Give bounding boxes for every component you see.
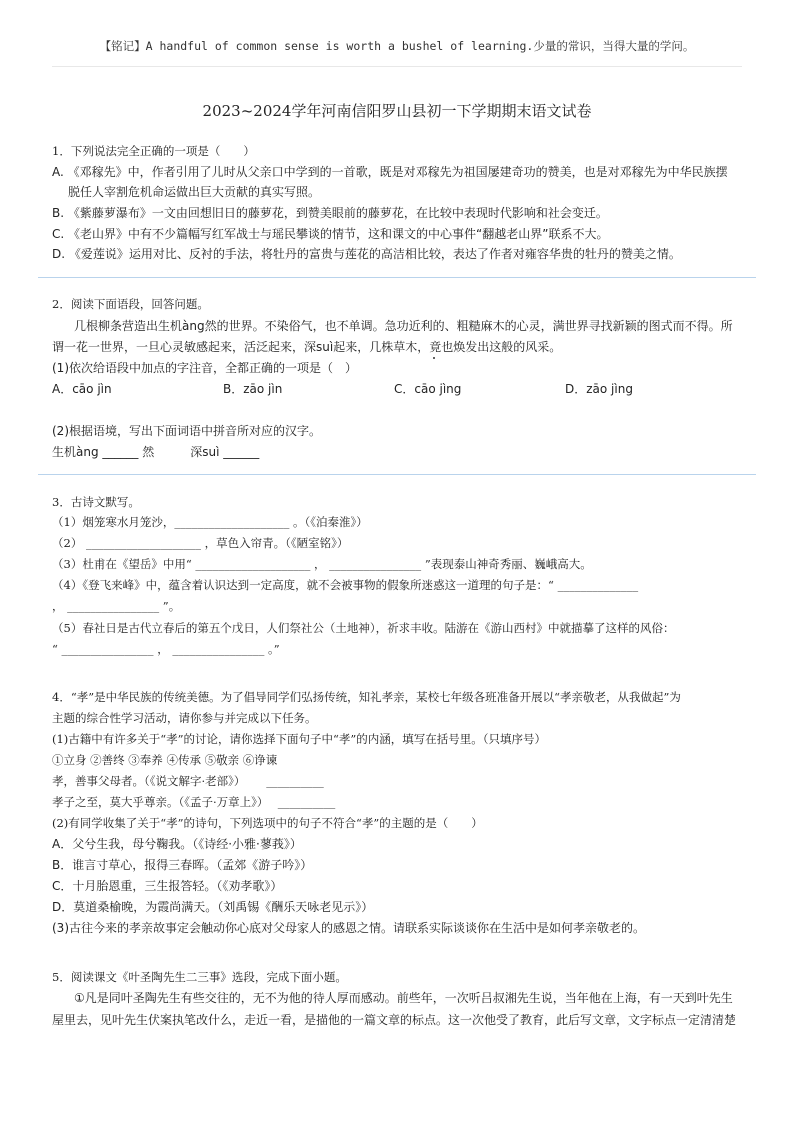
section-divider bbox=[38, 474, 756, 475]
q2-passage-line1: 几根柳条营造出生机àng然的世界。不染俗气，也不单调。急功近利的、粗糙麻木的心灵，满世界寻找新颖的图式而不得。所 bbox=[74, 319, 733, 333]
q1-option-a-cont: 脱任人宰割危机命运做出巨大贡献的真实写照。 bbox=[68, 185, 321, 199]
q4-example-1[interactable]: 孝，善事父母者。（《说文解字·老部》） __________ bbox=[52, 774, 324, 788]
page-title: 2023~2024学年河南信阳罗山县初一下学期期末语文试卷 bbox=[202, 102, 592, 120]
q3-item-3[interactable]: （3）杜甫在《望岳》中用“ ____________________ ， ________________ ”表现泰山神奇秀丽、巍峨高大。 bbox=[52, 557, 592, 571]
q3-stem: 3．古诗文默写。 bbox=[52, 495, 140, 509]
q4-sub3: (3)古往今来的孝亲故事定会触动你心底对父母家人的感恩之情。请联系实际谈谈你在生活中是如何孝亲敬老的。 bbox=[52, 921, 646, 935]
q4-example-2[interactable]: 孝子之至，莫大乎尊亲。（《孟子·万章上》） __________ bbox=[52, 795, 336, 809]
q3-item-5: （5）春社日是古代立春后的第五个戊日，人们祭社公（土地神），祈求丰收。陆游在《游山西村》中就描摹了这样的风俗： bbox=[52, 621, 675, 635]
q3-item-2[interactable]: （2） ____________________ ，草色入帘青。（《陋室铭》） bbox=[52, 536, 349, 550]
q4-option-a[interactable]: A．父兮生我，母兮鞠我。（《诗经·小雅·蓼莪》） bbox=[52, 837, 302, 851]
q4-option-b[interactable]: B．谁言寸草心，报得三春晖。（孟郊《游子吟》） bbox=[52, 858, 313, 872]
q4-stem-line1: 4．“孝”是中华民族的传统美德。为了倡导同学们弘扬传统，知礼孝亲，某校七年级各班准备开展以“孝亲敬老，从我做起”为 bbox=[52, 690, 681, 704]
q2-fill-blanks[interactable]: 生机àng ______ 然 深suì ______ bbox=[52, 445, 260, 459]
q2-sub1: (1)依次给语段中加点的字注音，全都正确的一项是（ ） bbox=[52, 361, 358, 375]
q4-stem-line2: 主题的综合性学习活动，请你参与并完成以下任务。 bbox=[52, 711, 317, 725]
q2-option-a[interactable]: A．cāo jìn bbox=[52, 382, 112, 396]
q5-passage-line2: 屋里去，见叶先生伏案执笔改什么，走近一看，是描他的一篇文章的标点。这一次他受了教育，此后写文章，文字标点一定清清楚 bbox=[52, 1013, 737, 1027]
q3-item-5-blanks[interactable]: “ ________________ ， ________________ 。” bbox=[52, 642, 280, 656]
q4-sub1: (1)古籍中有许多关于“孝”的讨论，请你选择下面句子中“孝”的内涵，填写在括号里。（只填序号） bbox=[52, 732, 547, 746]
q4-options: ①立身 ②善终 ③奉养 ④传承 ⑤敬亲 ⑥诤谏 bbox=[52, 753, 278, 767]
q1-option-c[interactable]: C. 《老山界》中有不少篇幅写红军战士与瑶民攀谈的情节，这和课文的中心事件“翻越老山界”联系不大。 bbox=[52, 227, 609, 241]
section-divider bbox=[38, 277, 756, 278]
q4-option-d[interactable]: D．莫道桑榆晚，为霞尚满天。（刘禹锡《酬乐天咏老见示》） bbox=[52, 900, 374, 914]
q5-passage-line1: ①凡是同叶圣陶先生有些交往的，无不为他的待人厚而感动。前些年，一次听吕叔湘先生说，当年他在上海，有一天到叶先生 bbox=[74, 991, 733, 1005]
motto-banner: 【铭记】A handful of common sense is worth a bushel of learning.少量的常识，当得大量的学问。 bbox=[99, 39, 695, 53]
q2-option-c[interactable]: C．cāo jìng bbox=[394, 382, 462, 396]
q1-option-a[interactable]: A. 《邓稼先》中，作者引用了儿时从父亲口中学到的一首歌，既是对邓稼先为祖国屡建奇功的赞美，也是对邓稼先为中华民族摆 bbox=[52, 165, 728, 179]
q1-stem: 1．下列说法完全正确的一项是（ ） bbox=[52, 144, 255, 158]
q2-sub2: (2)根据语境，写出下面词语中拼音所对应的汉字。 bbox=[52, 424, 321, 438]
q4-sub2: (2)有同学收集了关于“孝”的诗句，下列选项中的句子不符合“孝”的主题的是（ ） bbox=[52, 816, 483, 830]
q1-option-d[interactable]: D. 《爱莲说》运用对比、反衬的手法，将牡丹的富贵与莲花的高洁相比较，表达了作者对雍容华贵的牡丹的赞美之情。 bbox=[52, 247, 681, 261]
emphasis-dot bbox=[433, 357, 435, 359]
q5-stem: 5．阅读课文《叶圣陶先生二三事》选段，完成下面小题。 bbox=[52, 970, 347, 984]
q3-item-4[interactable]: （4）《登飞来峰》中，蕴含着认识达到一定高度，就不会被事物的假象所迷惑这一道理的句子是：“ ______________ bbox=[52, 578, 639, 592]
q2-passage-line2: 谓一花一世界，一旦心灵敏感起来，活泛起来，深suì起来，几株草木，竟也焕发出这般的风采。 bbox=[52, 340, 562, 354]
q2-option-d[interactable]: D．zāo jìng bbox=[565, 382, 633, 396]
q3-item-4-cont[interactable]: ， ________________ ”。 bbox=[52, 599, 181, 613]
q3-item-1[interactable]: （1）烟笼寒水月笼沙，____________________ 。（《泊秦淮》） bbox=[52, 515, 368, 529]
q2-option-b[interactable]: B．zāo jìn bbox=[223, 382, 283, 396]
q1-option-b[interactable]: B. 《紫藤萝瀑布》一文由回想旧日的藤萝花，到赞美眼前的藤萝花，在比较中表现时代影响和社会变迁。 bbox=[52, 206, 608, 220]
header-divider bbox=[52, 66, 742, 67]
q4-option-c[interactable]: C．十月胎恩重，三生报答轻。（《劝孝歌》） bbox=[52, 879, 283, 893]
q2-stem: 2．阅读下面语段，回答问题。 bbox=[52, 297, 209, 311]
